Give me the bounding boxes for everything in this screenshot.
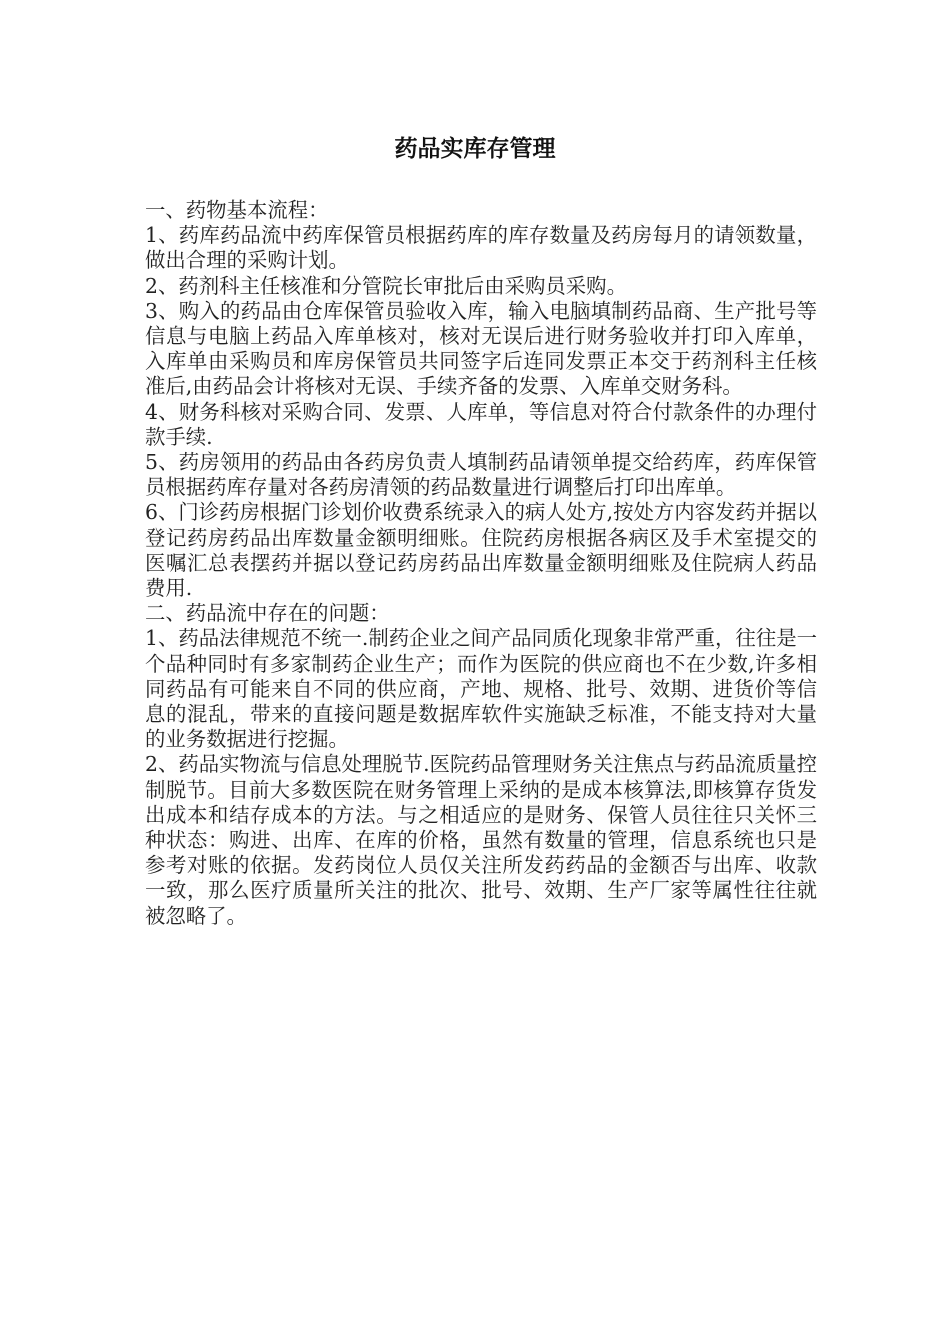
paragraph: 4、财务科核对采购合同、发票、人库单，等信息对符合付款条件的办理付款手续. (145, 399, 817, 449)
paragraph: 5、药房领用的药品由各药房负责人填制药品请领单提交给药库，药库保管员根据药库存量对各药房清领的药品数量进行调整后打印出库单。 (145, 450, 817, 500)
document-title: 药品实库存管理 (394, 136, 556, 162)
document-body (145, 198, 817, 929)
section-heading: 二、药品流中存在的问题： (145, 601, 390, 626)
paragraph: 1、药品法律规范不统一.制药企业之间产品同质化现象非常严重，往往是一个品种同时有多家制药企业生产；而作为医院的供应商也不在少数,许多相同药品有可能来自不同的供应商，产地、规格、批号、效期、进货价等信息的混乱，带来的直接问题是数据库软件实施缺乏标准，不能支持对大量的业务数据进行挖掘。 (145, 626, 817, 752)
section-heading: 一、药物基本流程： (145, 198, 329, 222)
paragraph: 1、药库药品流中药库保管员根据药库的库存数量及药房每月的请领数量，做出合理的采购计划。 (145, 223, 817, 273)
paragraph: 2、药品实物流与信息处理脱节.医院药品管理财务关注焦点与药品流质量控制脱节。目前大多数医院在财务管理上采纳的是成本核算法,即核算存货发出成本和结存成本的方法。与之相适应的是财务、保管人员往往只关怀三种状态：购进、出库、在库的价格，虽然有数量的管理，信息系统也只是参考对账的依据。发药岗位人员仅关注所发药药品的金额否与出库、收款一致，那么医疗质量所关注的批次、批号、效期、生产厂家等属性往往就被忽略了。 (145, 752, 817, 928)
paragraph: 6、门诊药房根据门诊划价收费系统录入的病人处方,按处方内容发药并据以登记药房药品出库数量金额明细账。住院药房根据各病区及手术室提交的医嘱汇总表摆药并据以登记药房药品出库数量金额明细账及住院病人药品费用. (145, 500, 817, 601)
paragraph: 2、药剂科主任核准和分管院长审批后由采购员采购。 (145, 273, 627, 298)
paragraph: 3、购入的药品由仓库保管员验收入库，输入电脑填制药品商、生产批号等信息与电脑上药品入库单核对，核对无误后进行财务验收并打印入库单，入库单由采购员和库房保管员共同签字后连同发票正本交于药剂科主任核准后,由药品会计将核对无误、手续齐备的发票、入库单交财务科。 (145, 298, 817, 399)
